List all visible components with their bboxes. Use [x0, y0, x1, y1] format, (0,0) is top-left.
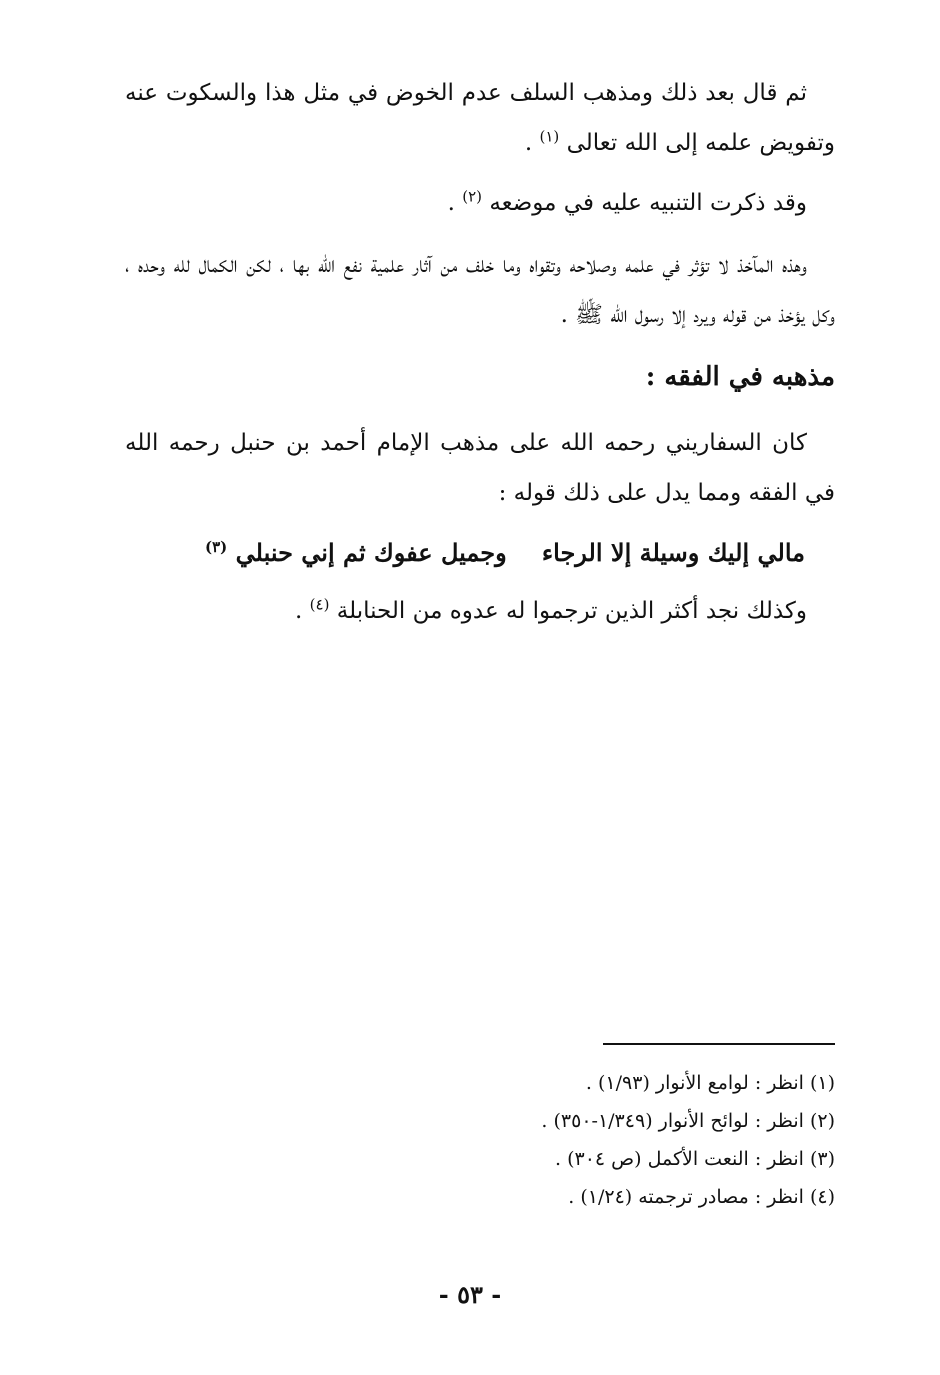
paragraph-3-text: وهذه المآخذ لا تؤثر في علمه وصلاحه وتقواه وما خلف من آثار علمية نفع الله بها ، لكن الكمال لله وحده ، وكل يؤخذ من قوله ويرد إلا رسول الله ﷺ . [125, 252, 835, 328]
paragraph-2-text: وقد ذكرت التنبيه عليه في موضعه [489, 190, 807, 216]
paragraph-closing-text: وكذلك نجد أكثر الذين ترجموا له عدوه من الحنابلة [336, 598, 807, 624]
footnote-ref-1[interactable]: (١) [539, 127, 560, 146]
footnote-item: (٢) انظر : لوائح الأنوار (١/٣٤٩-٣٥٠) . [541, 1110, 835, 1132]
paragraph-3 [125, 240, 835, 340]
footnote-ref-2[interactable]: (٢) [462, 187, 482, 206]
paragraph-closing-tail: . [295, 598, 310, 624]
footnote-item: (١) انظر : لوامع الأنوار (١/٩٣) . [585, 1072, 835, 1094]
footnote-item: (٣) انظر : النعت الأكمل (ص ٣٠٤) . [555, 1148, 835, 1170]
paragraph-2-tail: . [447, 190, 463, 216]
paragraph-1 [125, 68, 835, 168]
footnotes-list [335, 1068, 835, 1220]
footnote-ref-3[interactable]: (٣) [205, 538, 228, 556]
poetry-verse [205, 528, 805, 578]
paragraph-closing [125, 586, 835, 636]
verse-second-half-wrap [205, 528, 507, 578]
verse-second-half: وجميل عفوك ثم إني حنبلي [235, 538, 507, 567]
verse-first-half: مالي إليك وسيلة إلا الرجاء [541, 538, 805, 567]
paragraph-fiqh-text: كان السفاريني رحمه الله على مذهب الإمام أحمد بن حنبل رحمه الله في الفقه ومما يدل على ذلك قوله : [125, 430, 835, 506]
footnote-item: (٤) انظر : مصادر ترجمته (١/٢٤) . [568, 1186, 835, 1208]
paragraph-fiqh [125, 418, 835, 518]
section-heading-fiqh: مذهبه في الفقه : [645, 362, 835, 392]
page-number: - ٥٣ - [438, 1280, 502, 1309]
footnote-separator [603, 1043, 835, 1045]
paragraph-2 [125, 178, 835, 228]
footnote-ref-4[interactable]: (٤) [309, 595, 330, 614]
paragraph-1-text: ثم قال بعد ذلك ومذهب السلف عدم الخوض في مثل هذا والسكوت عنه وتفويض علمه إلى الله تعالى [125, 80, 835, 156]
paragraph-1-tail: . [524, 130, 540, 156]
